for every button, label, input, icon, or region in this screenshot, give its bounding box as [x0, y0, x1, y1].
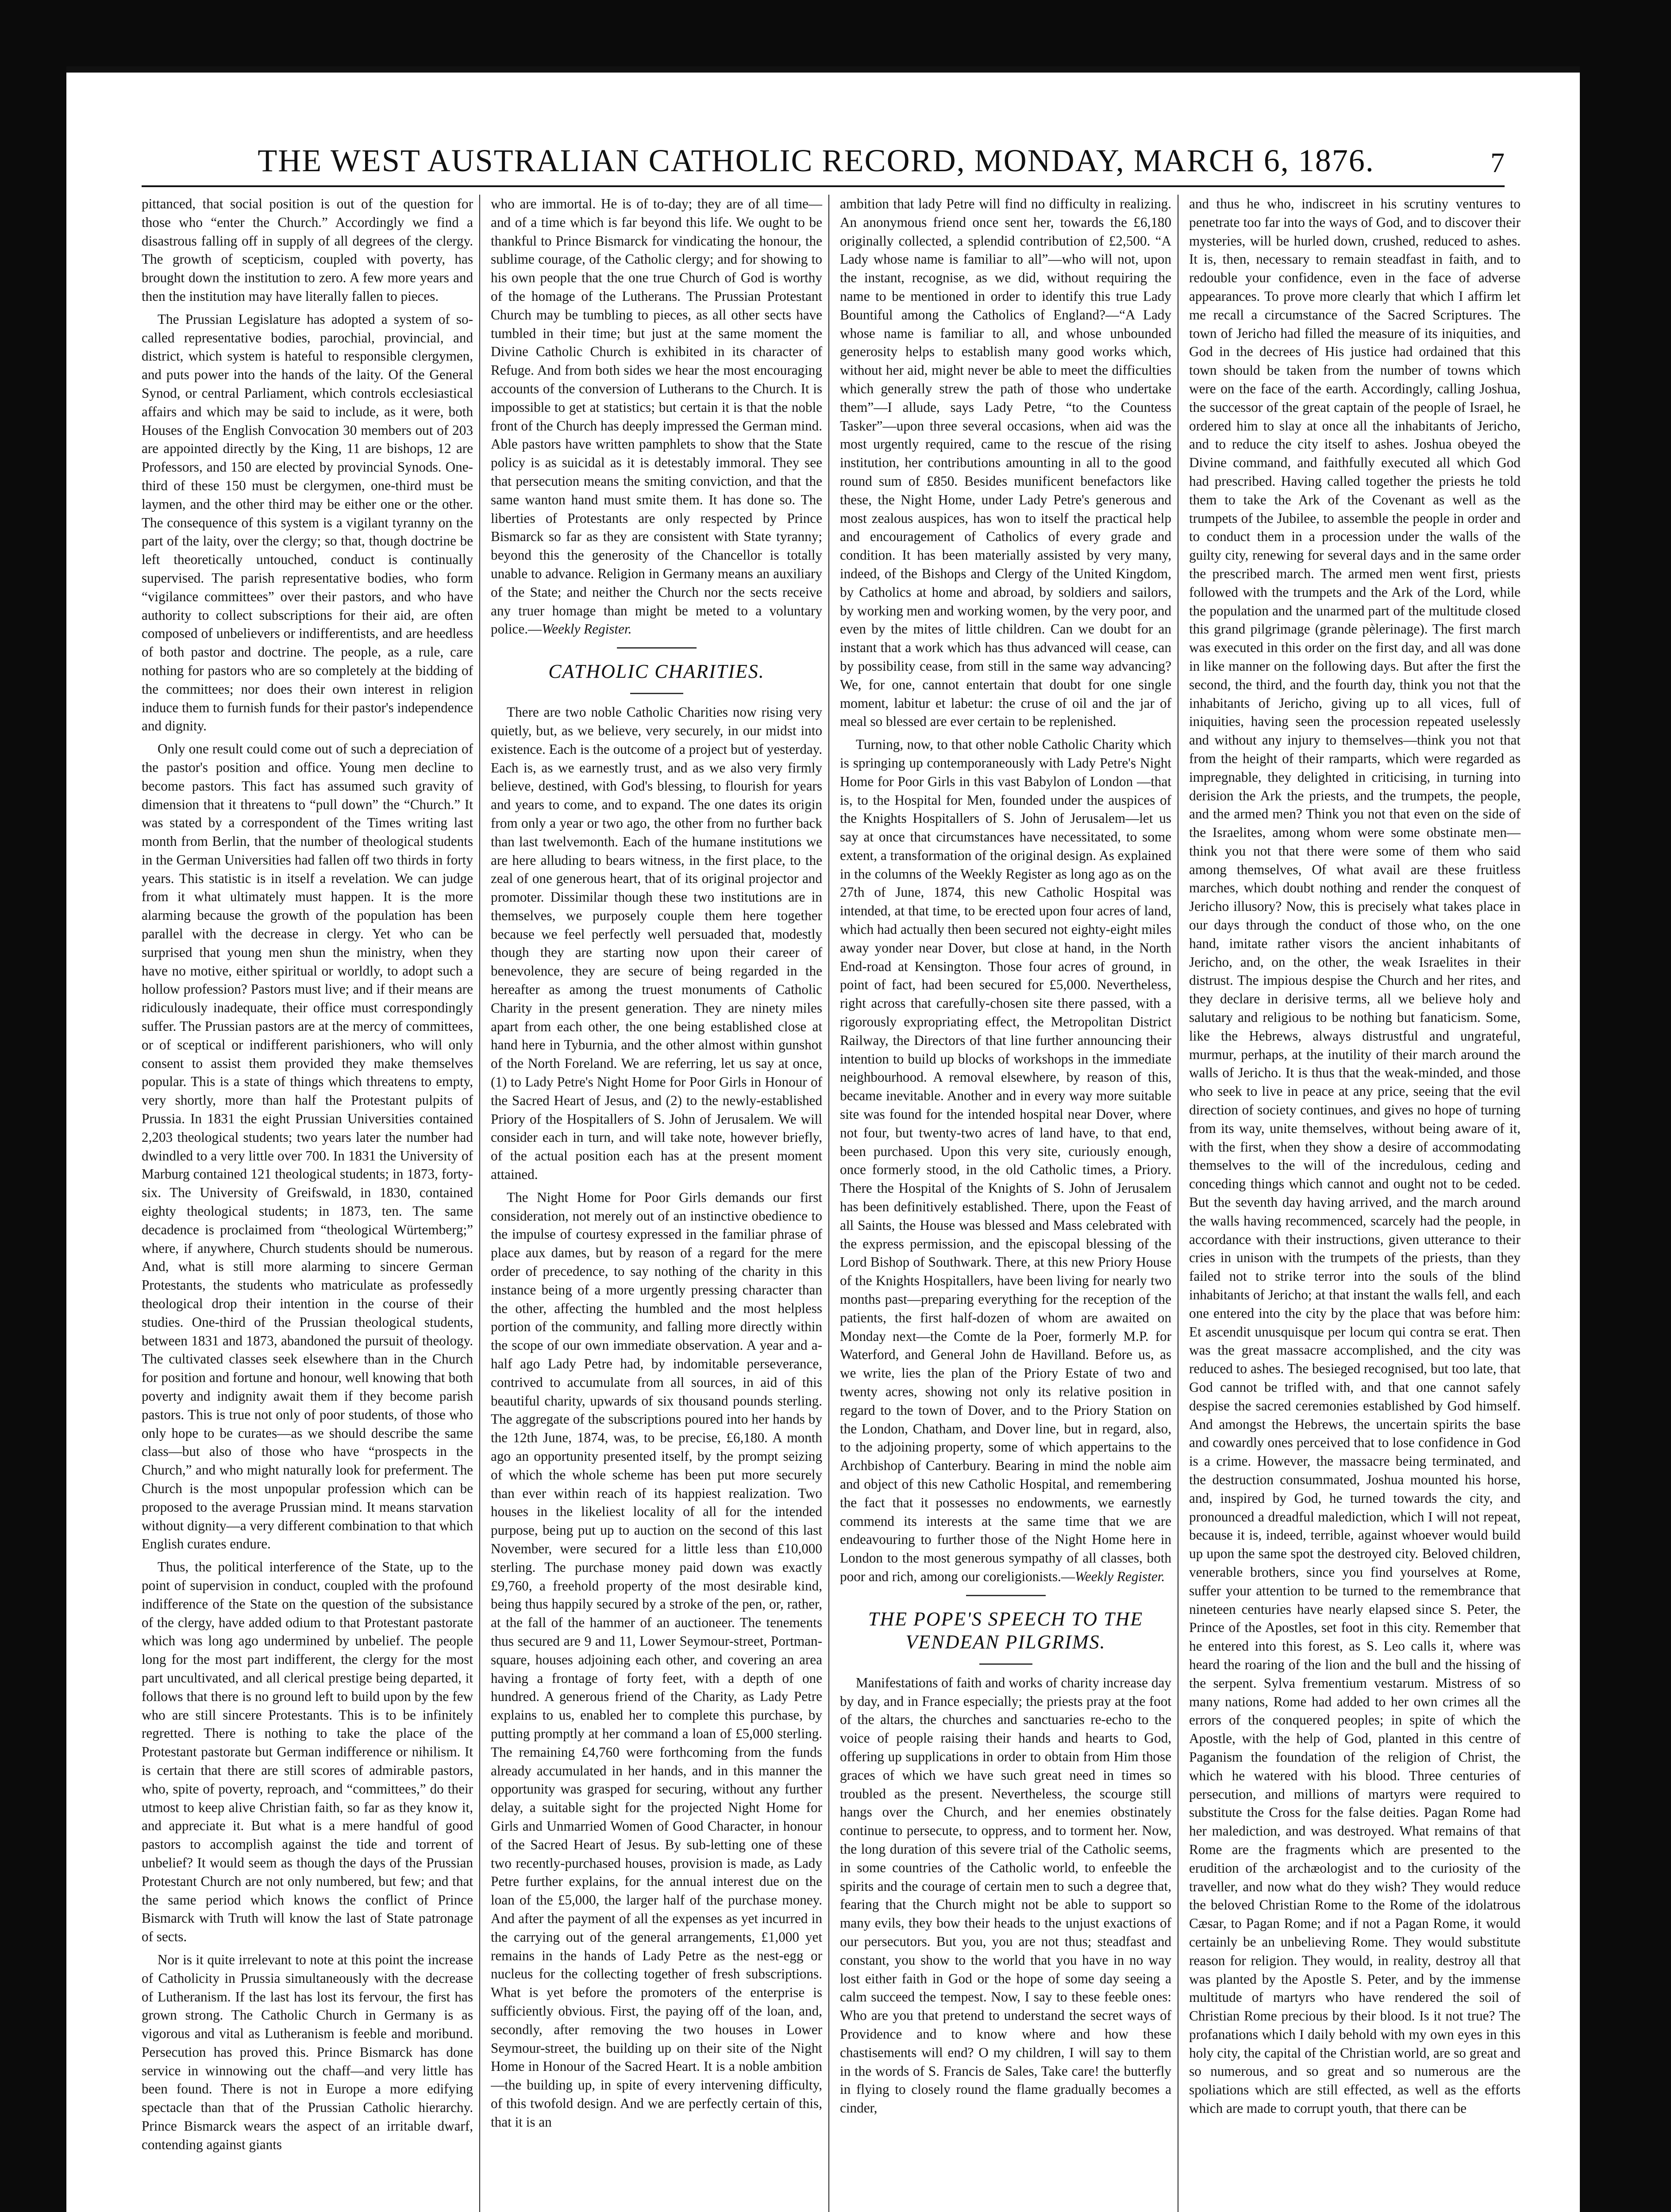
paragraph: pittanced, that social position is out of the question for those who “enter the Church.” Accordingly we find a disastrous falling off in supply of all degrees of the clergy. The growth of scepticism, coupled with poverty, has brought down the institution to zero. A few more years and then the institution may have literally fallen to pieces.	[142, 196, 473, 304]
byline: Weekly Register.	[1074, 1568, 1165, 1584]
paragraph: Manifestations of faith and works of charity increase day by day, and in France especially; the priests pray at the foot of the altars, the churches and sanctuaries re-echo to the voice of people raising their hands and hearts to God, offering up supplications in order to obtain from Him those graces of which we have such great need in times so troubled as the present. Nevertheless, the scourge still hangs over the Church, and her enemies obstinately continue to persecute, to oppress, and to torment her. Now, the long duration of this severe trial of the Catholic seems, in some countries of the Catholic world, to enfeeble the spirits and the courage of certain men to such a degree that, fearing that the Church might not be able to support so many evils, they bow their heads to the unjust exactions of our persecutors. But you, you are not thus; steadfast and constant, you show to the world that you have in no way lost either faith in God or the hope of some day seeing a calm succeed the tempest. Now, I say to these feeble ones: Who are you that pretend to understand the secret ways of Providence and to know where and how these chastisements will end? O my children, I will say to them in the words of S. Francis de Sales, Take care! the butterfly in flying to closely round the flame gradually becomes a cinder,	[840, 1674, 1171, 2116]
paragraph	[840, 735, 1171, 1586]
paragraph: The Night Home for Poor Girls demands our first consideration, not merely out of an instinctive obedience to the impulse of courtesy expressed in the familiar phrase of place aux dames, but by reason of a regard for the mere order of precedence, to say nothing of the charity in this instance being of a more urgently pressing character than the other, affecting the humbled and the most helpless portion of the community, and falling more directly within the scope of our own immediate observation. A year and a-half ago Lady Petre had, by indomitable perseverance, contrived to accumulate from all sources, in aid of this beautiful charity, upwards of six thousand pounds sterling. The aggregate of the subscriptions poured into her hands by the 12th June, 1874, was, to be precise, £6,180. A month ago an opportunity presented itself, by the prompt seizing of which the whole scheme has been put more securely than ever within reach of its happiest realization. Two houses in the likeliest locality of all for the intended purpose, being put up to auction on the second of this last November, were secured for a little less than £10,000 sterling. The purchase money paid down was exactly £9,760, a freehold property of the most desirable kind, being thus happily secured by a stroke of the pen, or, rather, at the fall of the hammer of an auctioneer. The tenements thus secured are 9 and 11, Lower Seymour-street, Portman-square, houses adjoining each other, and covering an area having a frontage of forty feet, with a depth of one hundred. A generous friend of the Charity, as Lady Petre explains to us, enabled her to complete this purchase, by putting promptly at her command a loan of £5,000 sterling. The remaining £4,760 were forthcoming from the funds already accumulated in her hands, and in this manner the opportunity was grasped for securing, without any further delay, a suitable sight for the projected Night Home for Girls and Unmarried Women of Good Character, in honour of the Sacred Heart of Jesus. By sub-letting one of these two recently-purchased houses, provision is made, as Lady Petre further explains, for the annual interest due on the loan of the £5,000, the larger half of the purchase money. And after the payment of all the expenses as yet incurred in the carrying out of the general arrangements, £1,000 yet remains in the hands of Lady Petre as the nest-egg or nucleus for the collecting together of fresh subscriptions. What is yet before the promoters of the enterprise is sufficiently obvious. First, the paying off of the loan, and, secondly, after removing the two houses in Lower Seymour-street, the building up on their site of the Night Home in Honour of the Sacred Heart. It is a noble ambition—the building up, in spite of every intervening difficulty, of this twofold design. And we are perfectly certain of this, that it is an	[491, 1189, 822, 2130]
article-text: Turning, now, to that other noble Catholic Charity which is springing up contemporaneously with Lady Petre's Night Home for Poor Girls in this vast Babylon of London —that is, to the Hospital for Men, founded under the auspices of the Knights Hospitallers of S. John of Jerusalem—let us say at once that circumstances have necessitated, to some extent, a transformation of the original design. As explained in the columns of the Weekly Register as long ago as on the 27th of June, 1874, this new Catholic Hospital was intended, at that time, to be erected upon four acres of land, which had actually then been secured not eighty-eight miles away yonder near Dover, but close at hand, in the North End-road at Kensington. Those four acres of ground, in point of fact, had been secured for £5,000. Nevertheless, right across that carefully-chosen site there passed, with a rigorously expropriating effect, the Metropolitan District Railway, the Directors of that line further announcing their intention to build up blocks of workshops in the immediate neighbourhood. A removal elsewhere, by reason of this, became inevitable. Another and in every way more suitable site was found for the intended hospital near Dover, where not four, but twenty-two acres of land have, to that end, been purchased. Upon this very site, curiously enough, once formerly stood, in the old Catholic times, a Priory. There the Hospital of the Knights of S. John of Jerusalem has been definitively established. There, upon the Feast of all Saints, the House was blessed and Mass celebrated with the express permission, and the episcopal blessing of the Lord Bishop of Southwark. There, at this new Priory House of the Knights Hospitallers, have been living for nearly two months past—preparing everything for the reception of the patients, the first half-dozen of whom are awaited on Monday next—the Comte de la Poer, formerly M.P. for Waterford, and General John de Havilland. Before us, as we write, lies the plan of the Priory Estate of two and twenty acres, showing not only its relative position in regard to the town of Dover, and to the Priory Station on the London, Chatham, and Dover line, but in regard, also, to the adjoining property, some of which appertains to the Archbishop of Canterbury. Bearing in mind the noble aim and object of this new Catholic Hospital, and remembering the fact that it possesses no endowments, we earnestly commend its interests at the same time that we are endeavouring to further those of the Night Home here in London to the most generous sympathy of all classes, both poor and rich, among our coreligionists.—	[840, 737, 1171, 1584]
section-divider	[979, 1663, 1032, 1665]
column-4	[1189, 195, 1527, 2212]
section-divider	[617, 647, 697, 649]
columns	[142, 195, 1527, 2212]
page-header	[142, 126, 1505, 187]
masthead: THE WEST AUSTRALIAN CATHOLIC RECORD, MONDAY, MARCH 6, 1876.	[258, 143, 1375, 178]
paragraph: and thus he who, indiscreet in his scrutiny ventures to penetrate too far into the ways of God, and to discover their mysteries, will be hurled down, crushed, reduced to ashes. It is, then, necessary to remain steadfast in faith, and to redouble your confidence, even in the face of adverse appearances. To prove more clearly that which I affirm let me recall a circumstance of the Sacred Scriptures. The town of Jericho had filled the measure of its iniquities, and God in the decrees of His justice had ordained that this town should be taken from the number of towns which were on the face of the earth. Accordingly, calling Joshua, the successor of the great captain of the people of Israel, he ordered him to slay at once all the inhabitants of Jericho, and to reduce the city itself to ashes. Joshua obeyed the Divine command, and faithfully executed all which God had prescribed. Having called together the priests he told them to take the Ark of the Covenant as well as the trumpets of the Jubilee, to assemble the people in order and to conduct them in a procession under the walls of the guilty city, renewing for several days and in the same order the prescribed march. The armed men went first, priests followed with the trumpets and the Ark of the Lord, while the population and the unarmed part of the multitude closed this grand pilgrimage (grande pèlerinage). The first march was executed in this order on the first day, and all was done in like manner on the following days. But after the first the second, the third, and the fourth day, think you not that the inhabitants of Jericho, giving up to all vices, full of iniquities, having seen the procession repeated uselessly and without any injury to themselves—think you not that from the height of their ramparts, which were regarded as impregnable, they delighted in criticising, in turning into derision the Ark the priests, and the trumpets, the people, and the armed men? Think you not that even on the side of the Israelites, among whom were some obstinate men—think you not that there were some of them who said among themselves, Of what avail are these fruitless marches, which doubt nothing and render the conquest of Jericho illusory? Now, this is precisely what takes place in our days through the conduct of those who, on the one hand, imitate rather visors the ancient inhabitants of Jericho, and, on the other, the weak Israelites in their distrust. The impious despise the Church and her rites, and they declare in derisive terms, all we believe holy and salutary and religious to be nothing but fanaticism. Some, like the Hebrews, always distrustful and ungrateful, murmur, perhaps, at the inutility of their march around the walls of Jericho. It is thus that the weak-minded, and those who seek to live in peace at any price, seeing that the evil direction of society continues, and gives no hope of turning from its way, unite themselves, without being aware of it, with the first, when they show a desire of accommodating themselves to the will of the incredulous, ceding and conceding things which cannot and ought not to be ceded. But the seventh day having arrived, and the march around the walls having recommenced, scarcely had the people, in accordance with their instructions, given utterance to their cries in unison with the trumpets of the priests, than they failed not to strike terror into the souls of the blind inhabitants of Jericho; at that instant the walls fell, and each one entered into the city by the place that was before him: Et ascendit unusquisque per locum qui contra se erat. Then was the great massacre accomplished, and the city was reduced to ashes. The besieged recognised, but too late, that God cannot be trifled with, and that one cannot safely despise the sacred ceremonies established by God himself. And amongst the Hebrews, the uncertain spirits the base and cowardly ones perceived that to lose confidence in God is a crime. However, the massacre being terminated, and the destruction consummated, Joshua mounted his horse, and, inspired by God, he turned towards the city, and pronounced a dreadful malediction, which I will not repeat, because it is, indeed, terrible, against whoever would build up upon the same spot the destroyed city. Beloved children, venerable brothers, since you find yourselves at Rome, suffer your attention to be turned to the remembrance that nineteen centuries have nearly elapsed since S. Peter, the Prince of the Apostles, set foot in this city. Remember that he entered into this forest, as S. Leo calls it, where was heard the roaring of the lion and the bull and the hissing of the serpent. Sylva frementium vestarum. Mistress of so many nations, Rome had added to her own crimes all the errors of the conquered peoples; in spite of which the Apostle, with the help of God, planted in this centre of Paganism the foundation of the religion of Christ, the which he watered with his blood. Three centuries of persecution, and millions of martyrs were required to substitute the Cross for the false deities. Pagan Rome had her malediction, and was destroyed. What remains of that Rome are the fragments which are presented to the erudition of the archæologist and to the curiosity of the traveller, and now what do they wish? They would reduce the beloved Christian Rome to the Rome of the idolatrous Cæsar, to Pagan Rome; and if not a Pagan Rome, it would certainly be an unbelieving Rome. They would substitute reason for religion. They would, in reality, destroy all that was planted by the Apostle S. Peter, and by the immense multitude of martyrs who have rendered the soil of Christian Rome precious by their blood. Is it not true? The profanations which I daily behold with my own eyes in this holy city, the capital of the Christian world, are so great and so numerous, and so great and so numerous are the spoliations which are still effected, as well as the efforts which are made to corrupt youth, that there can be	[1189, 196, 1521, 2116]
column-2	[491, 195, 829, 2212]
article-text: who are immortal. He is of to-day; they are of all time—and of a time which is far beyond this life. We ought to be thankful to Prince Bismarck for vindicating the honour, the sublime courage, of the Catholic clergy; and for showing to his own people that the one true Church of God is worthy of the homage of the Lutherans. The Prussian Protestant Church may be tumbling to pieces, as all other sects have tumbled in their time; but just at the same moment the Divine Catholic Church is exhibited in its character of Refuge. And from both sides we hear the most encouraging accounts of the conversion of Lutherans to the Church. It is impossible to get at statistics; but certain it is that the noble front of the Church has deeply impressed the German mind. Able pastors have written pamphlets to show that the State policy is as suicidal as it is detestably immoral. They see that persecution means the smiting conviction, and that the same wanton hand must smite them. It has done so. The liberties of Protestants are only respected by Prince Bismarck so far as they are consistent with State tyranny; beyond this the generosity of the Chancellor is totally unable to advance. Religion in Germany means an auxiliary of the State; and neither the Church nor the sects receive any truer homage than might be meted to a voluntary police.—	[491, 196, 822, 637]
section-title-popes-speech	[840, 1608, 1171, 1654]
paragraph: Nor is it quite irrelevant to note at this point the increase of Catholicity in Prussia simultaneously with the decrease of Lutheranism. If the last has lost its fervour, the first has grown strong. The Catholic Church in Germany is as vigorous and vital as Lutheranism is feeble and moribund. Persecution has proved this. Prince Bismarck has done service in winnowing out the chaff—and very little has been found. There is not in Europe a more edifying spectacle than that of the Prussian Catholic hierarchy. Prince Bismarck wears the aspect of an irritable dwarf, contending against giants	[142, 1951, 473, 2152]
paragraph: Thus, the political interference of the State, up to the point of supervision in conduct, coupled with the profound indifference of the State on the question of the subsistance of the clergy, have added odium to that Protestant pastorate which was long ago undermined by unbelief. The people long for the most part indifferent, the clergy for the most part uncultivated, and all clerical prestige being departed, it follows that there is no ground left to build upon by the few who are still sincere Protestants. This is to be infinitely regretted. There is nothing to take the place of the Protestant pastorate but German indifference or nihilism. It is certain that there are still scores of admirable pastors, who, spite of poverty, reproach, and “committees,” do their utmost to keep alive Christian faith, so far as they know it, and appreciate it. But what is a mere handful of good pastors to accomplish against the tide and torrent of unbelief? It would seem as though the days of the Prussian Protestant Church are not only numbered, but few; and that the same period which knows the conflict of Prince Bismarck with Truth will know the last of State patronage of sects.	[142, 1559, 473, 1945]
section-divider	[966, 1595, 1046, 1596]
section-title-catholic-charities: CATHOLIC CHARITIES.	[548, 661, 765, 683]
byline: Weekly Register.	[542, 621, 632, 637]
paragraph	[491, 195, 822, 638]
section-title-line: VENDEAN PILGRIMS.	[905, 1631, 1106, 1653]
paragraph: ambition that lady Petre will find no difficulty in realizing. An anonymous friend once sent her, towards the £6,180 originally collected, a splendid contribution of £2,500. “A Lady whose name is familiar to all”—who will not, upon the instant, recognise, as we did, without requiring the name to be mentioned in order to identify this true Lady Bountiful among the Catholics of England?—“A Lady whose name is familiar to all, and whose unbounded generosity helps to establish many good works which, without her aid, might never be able to meet the difficulties which generally strew the path of those who undertake them”—I allude, says Lady Petre, “to the Countess Tasker”—upon three several occasions, when aid was the most urgently required, came to the rescue of the rising institution, her contributions amounting in all to the good round sum of £850. Besides munificent benefactors like these, the Night Home, under Lady Petre's generous and most zealous auspices, has won to itself the practical help and encouragement of Catholics of every grade and condition. It has been materially assisted by very many, indeed, of the Bishops and Clergy of the United Kingdom, by Catholics at home and abroad, by soldiers and sailors, by working men and working women, by the very poor, and even by the mites of little children. Can we doubt for an instant that a work which has thus advanced will cease, can by possibility cease, from still in the same way advancing? We, for one, cannot entertain that doubt for one single moment, labitur et labetur: the cruse of oil and the jar of meal so blessed are ever certain to be replenished.	[840, 196, 1171, 730]
top-border	[66, 66, 1580, 73]
section-title-line: THE POPE'S SPEECH TO THE	[868, 1608, 1144, 1630]
newspaper-page	[66, 66, 1580, 2212]
paragraph: The Prussian Legislature has adopted a system of so-called representative bodies, parochial, provincial, and district, which system is hateful to responsible clergymen, and puts power into the hands of the laity. Of the General Synod, or central Parliament, which controls ecclesiastical affairs and which may be said to include, as it were, both Houses of the English Convocation 30 members out of 203 are appointed directly by the King, 11 are bishops, 12 are Professors, and 150 are elected by provincial Synods. One-third of these 150 must be clergymen, one-third must be laymen, and the other third may be either one or the other. The consequence of this system is a vigilant tyranny on the part of the laity, over the clergy; so that, though doctrine be left theoretically untouched, conduct is continually supervised. The parish representative bodies, who form “vigilance committees” over their pastors, and who have authority to collect subscriptions for their aid, are often composed of unbelievers or indifferentists, and are heedless of both pastor and doctrine. The people, as a rule, care nothing for pastors who are so completely at the bidding of the committees; nor does their own interest in religion induce them to furnish funds for their pastor's independence and dignity.	[142, 311, 473, 734]
page-number: 7	[1490, 147, 1505, 178]
column-3	[840, 195, 1178, 2212]
paragraph: Only one result could come out of such a depreciation of the pastor's position and office. Young men decline to become pastors. This fact has assumed such gravity of dimension that it threatens to “pull down” the “Church.” It was stated by a correspondent of the Times writing last month from Berlin, that the number of theological students in the German Universities had fallen off two thirds in forty years. This statistic is in itself a revelation. We can judge from it what ultimately must happen. It is the more alarming because the growth of the population has been parallel with the decrease in clergy. Yet who can be surprised that young men shun the ministry, when they have no motive, either spiritual or worldly, to adopt such a hollow profession? Pastors must live; and if their means are ridiculously inadequate, their office must correspondingly suffer. The Prussian pastors are at the mercy of committees, or of sceptical or indifferent parishioners, who will only consent to assist them provided they make themselves popular. This is a state of things which threatens to empty, very shortly, more than half the Protestant pulpits of Prussia. In 1831 the eight Prussian Universities contained 2,203 theological students; two years later the number had dwindled to a very little over 700. In 1831 the University of Marburg contained 121 theological students; in 1873, forty-six. The University of Greifswald, in 1830, contained eighty theological students; in 1873, ten. The same decadence is proclaimed from “theological Würtemberg;” where, if anywhere, Church students should be numerous. And, what is still more alarming to sincere German Protestants, the students who matriculate as professedly theological drop their intention in the course of their studies. One-third of the Prussian theological students, between 1831 and 1873, abandoned the pursuit of theology. The cultivated classes seek elsewhere than in the Church for position and fortune and honour, well knowing that both poverty and indignity await them if they become parish pastors. This is true not only of poor students, of those who only hope to be curates—as we should describe the same class—but also of those who have “prospects in the Church,” and who might naturally look for preferment. The Church is the most unpopular profession which can be proposed to the average Prussian mind. It means starvation without dignity—a very different combination to that which English curates endure.	[142, 741, 473, 1552]
paragraph: There are two noble Catholic Charities now rising very quietly, but, as we believe, very securely, in our midst into existence. Each is the outcome of a project but of yesterday. Each is, as we earnestly trust, and as we also very firmly believe, destined, with God's blessing, to flourish for years and years to come, and to expand. The one dates its origin from only a year or two ago, the other from no further back than last twelvemonth. Each of the humane institutions we are here alluding to bears witness, in the first place, to the zeal of one generous heart, that of its original projector and promoter. Dissimilar though these two institutions are in themselves, we purposely couple them here together because we feel perfectly well persuaded that, modestly though they are starting now upon their career of benevolence, they are secure of being regarded in the hereafter as among the truest monuments of Catholic Charity in the present generation. They are ninety miles apart from each other, the one being established close at hand here in Tyburnia, and the other almost within gunshot of the North Foreland. We are referring, let us say at once, (1) to Lady Petre's Night Home for Poor Girls in Honour of the Sacred Heart of Jesus, and (2) to the newly-established Priory of the Hospitallers of S. John of Jerusalem. We will consider each in turn, and will take note, however briefly, of the actual position each has at the present moment attained.	[491, 704, 822, 1183]
column-1	[142, 195, 480, 2212]
section-divider	[630, 693, 683, 694]
